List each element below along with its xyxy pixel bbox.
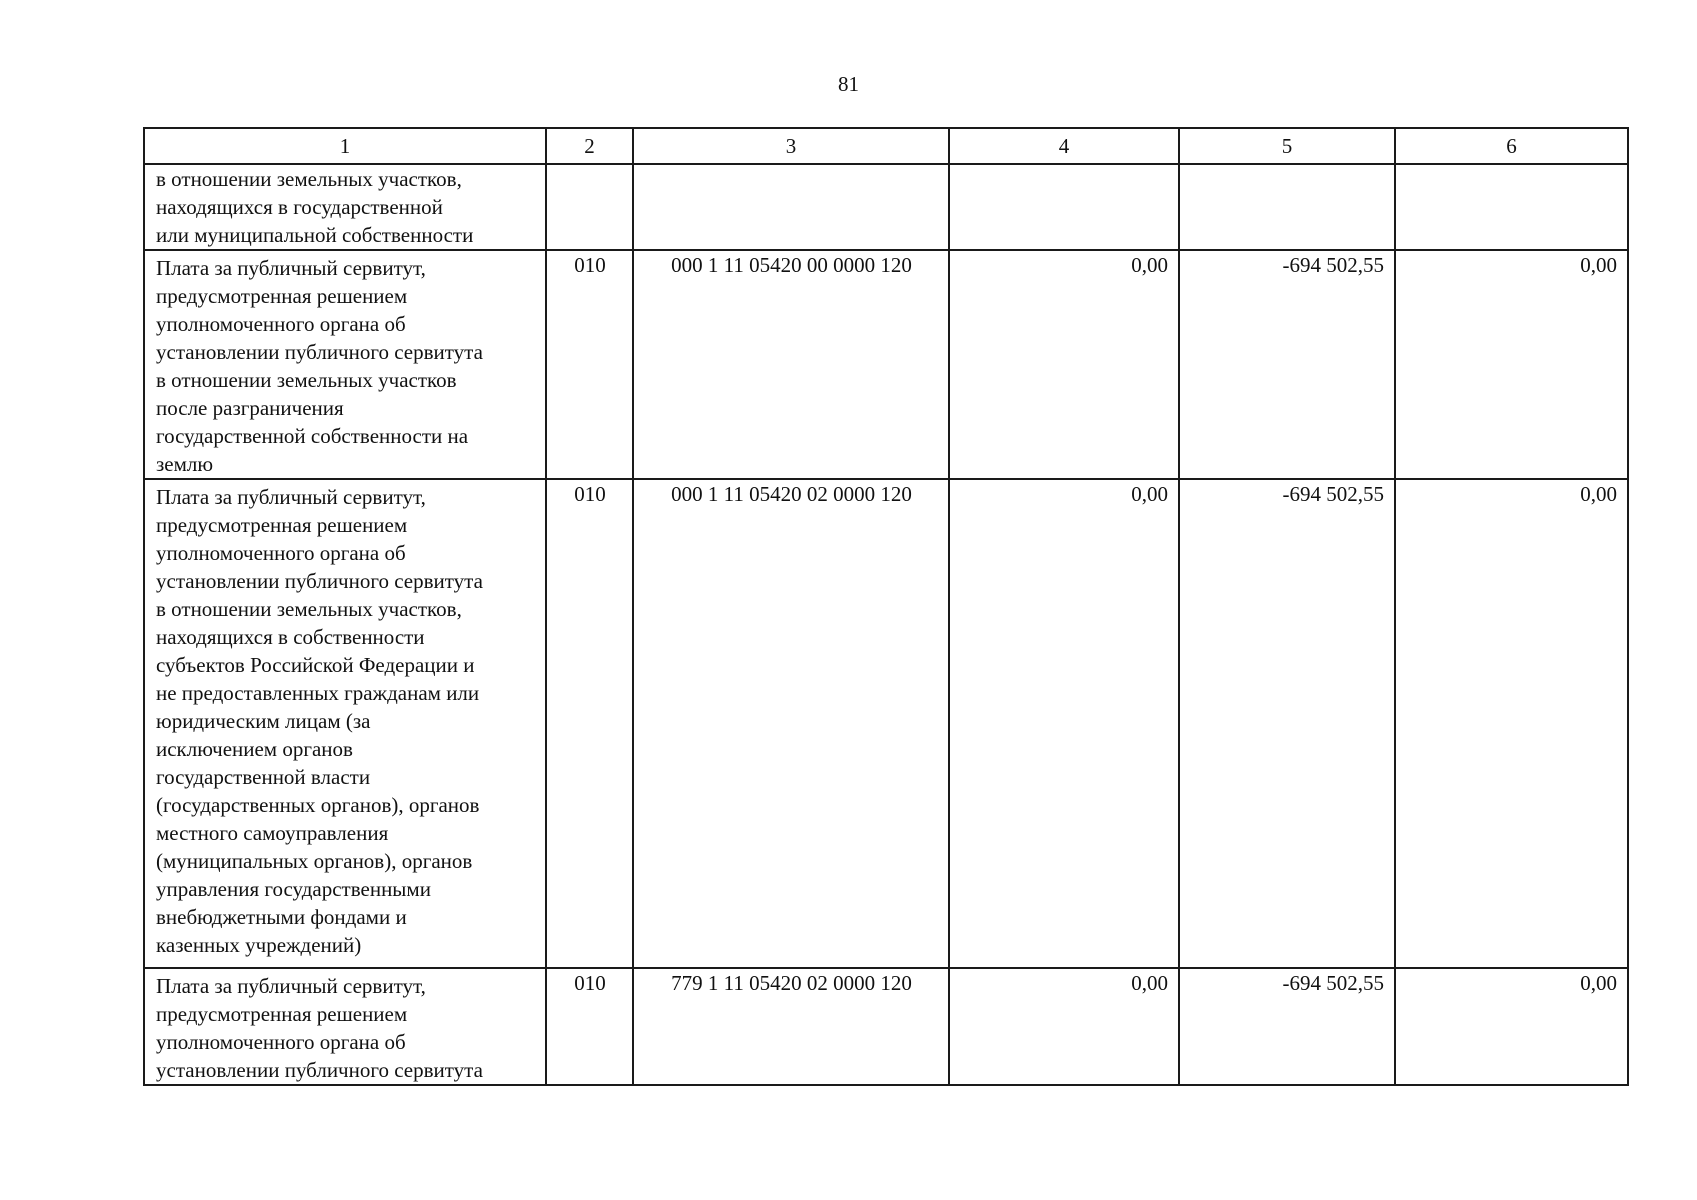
row-kbk-cell: 000 1 11 05420 00 0000 120: [633, 250, 949, 479]
row-code-cell: 010: [546, 250, 633, 479]
table-row: [144, 164, 1628, 250]
row-col4-cell: [949, 164, 1179, 250]
column-header-2: 2: [546, 128, 633, 164]
column-header-6: 6: [1395, 128, 1628, 164]
column-header-1: 1: [144, 128, 546, 164]
table-header-row: [144, 128, 1628, 164]
column-header-3: 3: [633, 128, 949, 164]
row-name-text: Плата за публичный сервитут, предусмотренная решением уполномоченного органа об установлении публичного сервитута: [156, 974, 483, 1082]
page-number: 81: [838, 72, 859, 96]
row-kbk-cell: 000 1 11 05420 02 0000 120: [633, 479, 949, 968]
row-col6-cell: 0,00: [1395, 250, 1628, 479]
row-code-cell: 010: [546, 479, 633, 968]
row-col5-cell: -694 502,55: [1179, 479, 1395, 968]
row-col6-cell: [1395, 164, 1628, 250]
table-row: [144, 968, 1628, 1085]
row-col4-cell: 0,00: [949, 968, 1179, 1085]
row-name-text: Плата за публичный сервитут, предусмотренная решением уполномоченного органа об установлении публичного сервитута в отношении земельных участков после разграничения государственной собственности на землю: [156, 256, 483, 476]
row-name-text: в отношении земельных участков, находящихся в государственной или муниципальной собственности: [156, 167, 474, 247]
row-kbk-cell: 779 1 11 05420 02 0000 120: [633, 968, 949, 1085]
table-row: [144, 250, 1628, 479]
row-col4-cell: 0,00: [949, 479, 1179, 968]
row-name-text: Плата за публичный сервитут, предусмотренная решением уполномоченного органа об установлении публичного сервитута в отношении земельных участков, находящихся в собственности субъектов Российской Федерации и не предоставленных гражданам или юридическим лицам (за исключением органов государственной власти (государственных органов), органов местного самоуправления (муниципальных органов), органов управления государственными внебюджетными фондами и казенных учреждений): [156, 485, 483, 957]
row-code-cell: [546, 164, 633, 250]
row-col6-cell: 0,00: [1395, 479, 1628, 968]
row-col4-cell: 0,00: [949, 250, 1179, 479]
table-row: [144, 479, 1628, 968]
row-kbk-cell: [633, 164, 949, 250]
row-name-cell: [144, 479, 546, 968]
row-name-cell: [144, 250, 546, 479]
budget-table: [143, 127, 1629, 1086]
row-col5-cell: -694 502,55: [1179, 250, 1395, 479]
row-col6-cell: 0,00: [1395, 968, 1628, 1085]
row-col5-cell: [1179, 164, 1395, 250]
row-col5-cell: -694 502,55: [1179, 968, 1395, 1085]
column-header-4: 4: [949, 128, 1179, 164]
row-name-cell: [144, 968, 546, 1085]
row-code-cell: 010: [546, 968, 633, 1085]
column-header-5: 5: [1179, 128, 1395, 164]
row-name-cell: [144, 164, 546, 250]
